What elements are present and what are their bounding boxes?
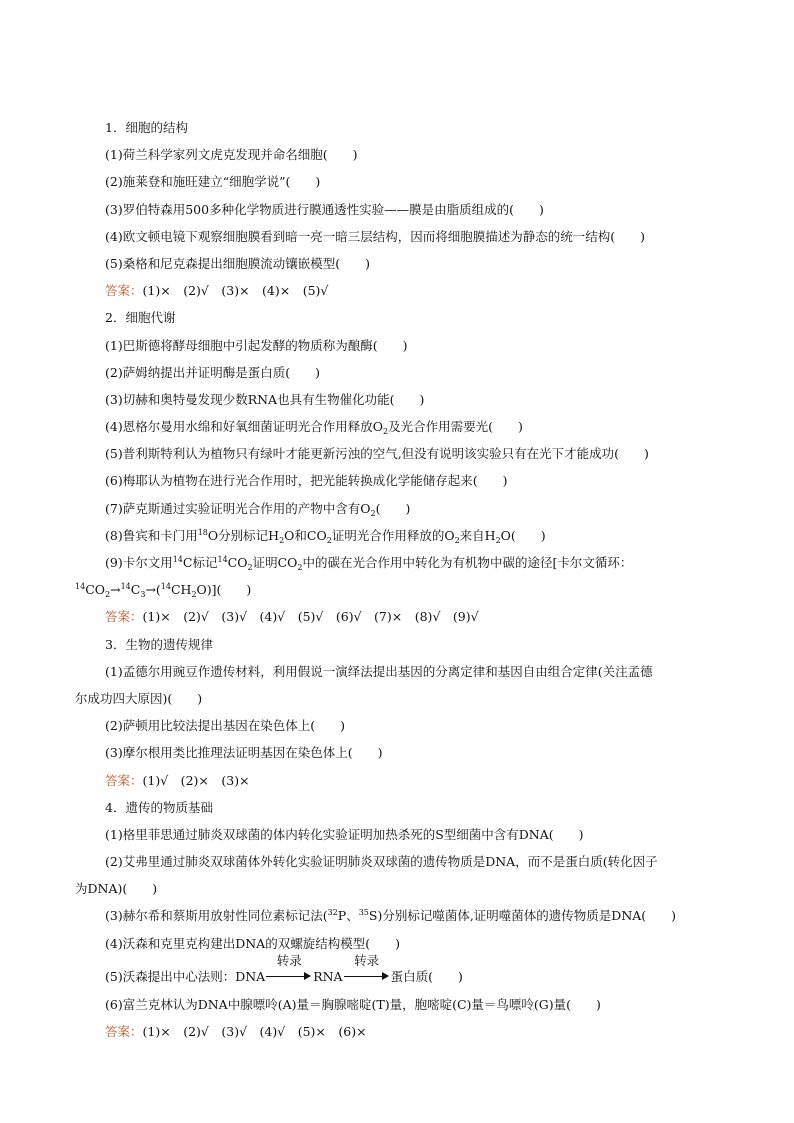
text-part: CO	[85, 582, 105, 598]
transcription-arrow	[266, 952, 312, 983]
answer-label: 答案：	[105, 1024, 143, 1039]
subscript: 3	[140, 590, 146, 600]
question-4-1: (1)格里菲思通过肺炎双球菌的体内转化实验证明加热杀死的S型细菌中含有DNA( )	[105, 826, 584, 842]
text-part: P、	[337, 908, 359, 924]
superscript: 35	[358, 908, 369, 918]
text-part: (8)鲁宾和卡门用	[105, 527, 198, 543]
question-2-1: (1)巴斯德将酵母细胞中引起发酵的物质称为酿酶( )	[105, 337, 408, 353]
question-3-3: (3)摩尔根用类比推理法证明基因在染色体上( )	[105, 745, 383, 761]
question-4-4: (4)沃森和克里克构建出DNA的双螺旋结构模型( )	[105, 935, 400, 951]
question-3-1-line-1: (1)孟德尔用豌豆作遗传材料，利用假说一演绎法提出基因的分离定律和基因自由组合定律(关注孟德	[105, 663, 653, 679]
question-2-6: (6)梅耶认为植物在进行光合作用时，把光能转换成化学能储存起来( )	[105, 473, 508, 489]
section-title-cell-metabolism: 2．细胞代谢	[105, 310, 176, 326]
text-part: (9)卡尔文用	[105, 555, 173, 570]
text-part: (3)赫尔希和蔡斯用放射性同位素标记法(	[105, 908, 328, 924]
superscript: 14	[120, 582, 131, 592]
question-4-3	[105, 902, 725, 929]
arrow-shaft	[266, 976, 306, 977]
subscript: 2	[297, 563, 303, 572]
text-part: O)]( )	[196, 582, 252, 598]
translation-arrow	[344, 952, 390, 983]
question-2-8	[105, 522, 725, 549]
superscript: 18	[197, 527, 208, 537]
text-part: ( )	[375, 500, 411, 516]
subscript: 2	[191, 590, 197, 600]
subscript: 2	[247, 563, 253, 572]
document-content	[75, 114, 725, 1045]
question-2-3: (3)切赫和奥特曼发现少数RNA也具有生物催化功能( )	[105, 391, 425, 407]
subscript: 2	[279, 535, 285, 545]
text-part: O和CO	[284, 527, 327, 543]
answer-line-2	[105, 603, 725, 630]
section-title-cell-structure: 1．细胞的结构	[105, 120, 188, 135]
superscript: 14	[217, 555, 228, 564]
question-4-2-line-2: 为DNA)( )	[75, 881, 158, 897]
question-1-1: (1)荷兰科学家列文虎克发现并命名细胞( )	[105, 147, 358, 163]
answer-values: (1)× (2)√ (3)√ (4)√ (5)√ (6)√ (7)× (8)√ (9)√	[142, 609, 479, 625]
text-part: C	[130, 582, 141, 598]
question-3-2: (2)萨顿用比较法提出基因在染色体上( )	[105, 718, 345, 734]
answer-values: (1)× (2)√ (3)√ (4)√ (5)× (6)×	[142, 1024, 367, 1039]
arrow-head	[304, 972, 311, 980]
question-2-7	[105, 495, 725, 522]
subscript: 2	[370, 508, 376, 518]
answer-values: (1)√ (2)× (3)×	[142, 772, 250, 788]
text-part: 及光合作用需要光( )	[388, 419, 523, 435]
text-part: 来自H	[459, 527, 496, 543]
question-2-5: (5)普利斯特利认为植物只有绿叶才能更新污浊的空气,但没有说明该实验只有在光下才能成功( )	[105, 446, 649, 462]
question-4-5	[105, 952, 725, 991]
question-4-2-line-1: (2)艾弗里通过肺炎双球菌体外转化实验证明肺炎双球菌的遗传物质是DNA，而不是蛋白质(转化因子	[105, 854, 658, 870]
text-part: →(	[145, 582, 161, 598]
question-2-9-line-2	[75, 576, 725, 603]
text-part: 蛋白质( )	[390, 968, 463, 984]
text-part: 证明CO	[252, 555, 298, 570]
answer-label: 答案：	[105, 609, 143, 625]
question-1-5: (5)桑格和尼克森提出细胞膜流动镶嵌模型( )	[105, 255, 370, 271]
text-part: C标记	[182, 555, 218, 570]
subscript: 2	[454, 535, 460, 545]
text-part: CO	[227, 555, 248, 570]
question-1-4: (4)欧文顿电镜下观察细胞膜看到暗一亮一暗三层结构，因而将细胞膜描述为静态的统一结构( )	[105, 228, 645, 244]
subscript: 2	[326, 535, 332, 545]
answer-line-1	[105, 277, 725, 304]
answer-line-3	[105, 767, 725, 794]
question-3-1-line-2: 尔成功四大原因)( )	[75, 690, 203, 706]
subscript: 2	[105, 590, 111, 600]
answer-label: 答案：	[105, 283, 143, 299]
text-part: 中的碳在光合作用中转化为有机物中碳的途径[卡尔文循环：	[302, 555, 633, 570]
text-part: (5)沃森提出中心法则：DNA	[105, 968, 266, 984]
answer-label: 答案：	[105, 772, 143, 788]
subscript: 2	[382, 427, 389, 437]
superscript: 14	[172, 555, 183, 564]
question-2-2: (2)萨姆纳提出并证明酶是蛋白质( )	[105, 364, 320, 380]
answer-values: (1)× (2)√ (3)× (4)× (5)√	[142, 283, 329, 299]
arrow-head	[382, 972, 389, 980]
answer-line-4	[105, 1018, 725, 1045]
text-part: RNA	[313, 968, 343, 984]
question-2-4	[105, 413, 725, 440]
superscript: 14	[160, 582, 171, 592]
superscript: 14	[75, 582, 86, 592]
text-part: O分别标记H	[207, 527, 280, 543]
text-part: CH	[170, 582, 192, 598]
section-title-genetics-laws: 3．生物的遗传规律	[105, 636, 213, 652]
text-part: (4)恩格尔曼用水绵和好氧细菌证明光合作用释放O	[105, 419, 383, 435]
superscript: 32	[327, 908, 338, 918]
text-part: →	[110, 582, 121, 598]
text-part: S)分别标记噬菌体,证明噬菌体的遗传物质是DNA( )	[368, 908, 677, 924]
question-1-2: (2)施莱登和施旺建立“细胞学说”( )	[105, 174, 321, 190]
arrow-shaft	[344, 976, 384, 977]
text-part: (7)萨克斯通过实验证明光合作用的产物中含有O	[105, 500, 371, 516]
arrow-label: 转录	[354, 952, 380, 968]
question-4-6: (6)富兰克林认为DNA中腺嘌呤(A)量＝胸腺嘧啶(T)量，胞嘧啶(C)量＝鸟嘌呤(G)量( )	[105, 996, 601, 1012]
arrow-label: 转录	[276, 952, 302, 968]
text-part: 证明光合作用释放的O	[331, 527, 455, 543]
question-2-9-line-1	[105, 549, 725, 576]
subscript: 2	[495, 535, 501, 545]
text-part: O( )	[500, 527, 546, 543]
question-1-3: (3)罗伯特森用500多种化学物质进行膜通透性实验——膜是由脂质组成的( )	[105, 201, 544, 217]
section-title-genetic-material: 4．遗传的物质基础	[105, 799, 213, 815]
